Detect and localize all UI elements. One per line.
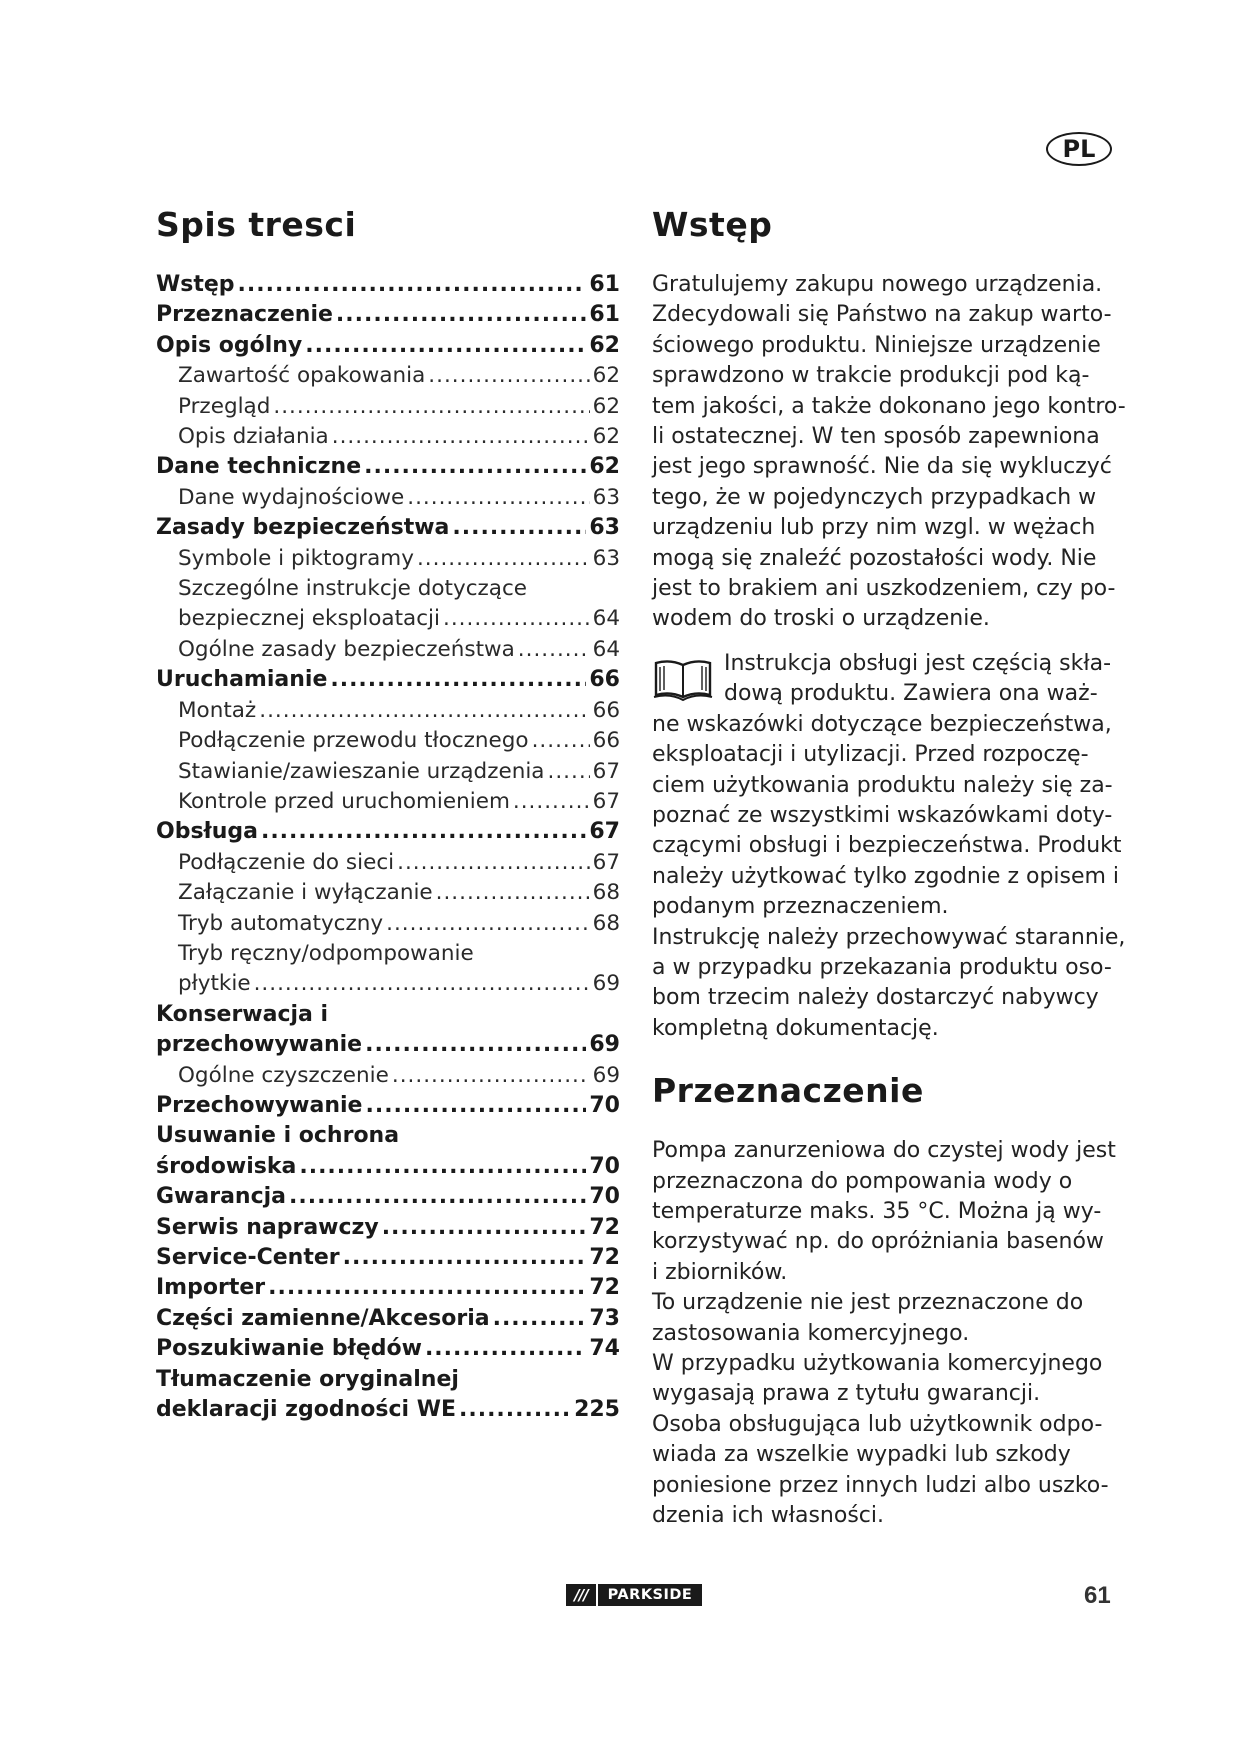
toc-entry-title: Opis ogólny <box>156 332 303 358</box>
toc-entry-page: 61 <box>589 272 620 297</box>
toc-entry-page: 68 <box>592 910 620 936</box>
toc-entry <box>156 635 620 665</box>
toc-entry-title: przechowywanie <box>156 1032 363 1058</box>
text-line: jest to brakiem ani uszkodzeniem, czy po- <box>652 576 1116 602</box>
text-line: bom trzecim należy dostarczyć nabywcy <box>652 985 1099 1011</box>
toc-entry-title: Przeznaczenie <box>156 302 333 328</box>
logo-brand: PARKSIDE <box>607 1587 693 1603</box>
toc-entry-page: 62 <box>589 454 620 480</box>
toc-entry-page: 72 <box>589 1214 620 1240</box>
toc-entry-continued: Konserwacja i <box>156 1001 329 1027</box>
toc-entry-page: 69 <box>589 1032 620 1058</box>
text-line: poniesione przez innych ludzi albo uszko- <box>652 1472 1109 1498</box>
toc-entry-page: 73 <box>589 1305 620 1331</box>
toc-dot-leader <box>254 969 590 999</box>
toc-entry-page: 62 <box>592 424 620 450</box>
toc-dot-leader <box>273 392 589 422</box>
toc-entry-title: Service-Center <box>156 1245 340 1270</box>
text-line: mogą się znaleźć pozostałości wody. Nie <box>652 545 1097 571</box>
toc-dot-leader <box>365 1091 586 1121</box>
text-line: Osoba obsługująca lub użytkownik odpo- <box>652 1411 1103 1437</box>
toc-dot-leader <box>428 361 589 391</box>
toc-entry-title: Ogólne zasady bezpieczeństwa <box>178 636 515 662</box>
logo-slashes: /// <box>566 1584 598 1606</box>
toc-entry <box>156 392 620 422</box>
text-line: Pompa zanurzeniowa do czystej wody jest <box>652 1138 1116 1164</box>
toc-entry-page: 70 <box>589 1153 620 1179</box>
toc-entry-title: deklaracji zgodności WE <box>156 1397 456 1423</box>
toc-entry <box>156 1395 620 1425</box>
toc-entry-page: 67 <box>592 788 620 814</box>
toc-dot-leader <box>392 1061 590 1091</box>
toc-entry <box>156 422 620 452</box>
table-of-contents <box>156 200 620 1425</box>
toc-entry-page: 62 <box>592 363 620 389</box>
toc-entry <box>156 696 620 726</box>
toc-entry-page: 63 <box>589 515 620 541</box>
toc-entry-page: 69 <box>592 1062 620 1088</box>
intro-paragraph <box>652 270 1126 635</box>
toc-dot-leader <box>452 513 586 543</box>
toc-entry-title: Przechowywanie <box>156 1092 363 1118</box>
page-number: 61 <box>1084 1582 1111 1609</box>
toc-entry <box>156 331 620 361</box>
toc-entry-page: 66 <box>589 667 620 693</box>
toc-entry <box>156 1273 620 1303</box>
text-line: kompletną dokumentację. <box>652 1015 939 1041</box>
text-line: wygasają prawa z tytułu gwarancji. <box>652 1381 1041 1407</box>
toc-dot-leader <box>336 300 586 330</box>
toc-entry-page: 67 <box>592 849 620 875</box>
text-line: poznać ze wszystkimi wskazówkami doty- <box>652 802 1113 828</box>
toc-entry-title: bezpiecznej eksploatacji <box>178 606 440 632</box>
purpose-heading: Przeznaczenie <box>652 1071 924 1111</box>
text-line: korzystywać np. do opróżniania basenów <box>652 1229 1104 1255</box>
toc-dot-leader <box>365 1030 586 1060</box>
text-line: sprawdzono w trakcie produkcji pod ką- <box>652 363 1090 389</box>
toc-entry <box>156 1152 620 1182</box>
toc-dot-leader <box>382 1213 587 1243</box>
parkside-logo <box>566 1584 702 1606</box>
toc-dot-leader <box>305 331 586 361</box>
toc-entry-page: 225 <box>574 1397 620 1423</box>
toc-entry <box>156 1091 620 1121</box>
toc-entry-title: Uruchamianie <box>156 667 328 693</box>
open-book-icon <box>652 655 714 703</box>
toc-entry-title: Podłączenie przewodu tłocznego <box>178 728 529 754</box>
purpose-paragraph <box>652 1136 1122 1531</box>
language-badge: PL <box>1046 132 1112 166</box>
text-line: ne wskazówki dotyczące bezpieczeństwa, <box>652 711 1112 737</box>
toc-entry-title: Wstęp <box>156 272 235 297</box>
text-line: dzenia ich własności. <box>652 1503 884 1529</box>
toc-entry <box>156 513 620 543</box>
toc-entry-page: 66 <box>592 697 620 723</box>
toc-entry <box>156 1304 620 1334</box>
toc-entry-continued: Tłumaczenie oryginalnej <box>156 1366 459 1392</box>
toc-entry-title: Poszukiwanie błędów <box>156 1336 422 1362</box>
toc-entry <box>156 1030 620 1060</box>
toc-dot-leader <box>268 1273 586 1303</box>
text-line: To urządzenie nie jest przeznaczone do <box>652 1290 1084 1316</box>
text-line: li ostatecznej. W ten sposób zapewniona <box>652 424 1100 450</box>
toc-entry-title: Obsługa <box>156 819 258 845</box>
toc-entry-title: Montaż <box>178 697 257 723</box>
toc-entry-title: Tryb automatyczny <box>178 910 384 936</box>
toc-entry-title: Serwis naprawczy <box>156 1214 379 1240</box>
toc-entry-continued: Usuwanie i ochrona <box>156 1123 400 1149</box>
toc-dot-leader <box>299 1152 586 1182</box>
toc-dot-leader <box>364 452 586 482</box>
toc-entry-title: Przegląd <box>178 393 271 419</box>
toc-entry-page: 62 <box>592 393 620 419</box>
text-line: i zbiorników. <box>652 1259 788 1285</box>
toc-entry-title: środowiska <box>156 1153 297 1179</box>
text-line: wodem do troski o urządzenie. <box>652 606 990 632</box>
toc-entry-page: 64 <box>592 636 620 662</box>
toc-entry <box>156 817 620 847</box>
toc-entry-page: 72 <box>589 1245 620 1270</box>
toc-entry <box>156 604 620 634</box>
text-line: eksploatacji i utylizacji. Przed rozpoczę- <box>652 742 1089 768</box>
toc-entry <box>156 848 620 878</box>
text-line: Instrukcję należy przechowywać starannie, <box>652 924 1126 950</box>
intro-heading: Wstęp <box>652 205 773 244</box>
toc-entry <box>156 270 620 300</box>
toc-entry <box>156 969 620 999</box>
toc-dot-leader <box>332 422 590 452</box>
toc-entry-title: Dane wydajnościowe <box>178 484 405 510</box>
toc-entry-title: Kontrole przed uruchomieniem <box>178 788 510 814</box>
toc-entry-page: 61 <box>589 302 620 328</box>
toc-entry <box>156 787 620 817</box>
toc-entry <box>156 1182 620 1212</box>
toc-dot-leader <box>397 848 590 878</box>
toc-dot-leader <box>436 878 590 908</box>
text-line: zastosowania komercyjnego. <box>652 1320 970 1346</box>
toc-dot-leader <box>532 726 590 756</box>
toc-entry-page: 66 <box>592 728 620 754</box>
toc-dot-leader <box>407 483 589 513</box>
text-line: Instrukcja obsługi jest częścią skła- <box>724 650 1112 676</box>
toc-entry <box>156 665 620 695</box>
manual-notice <box>652 649 1126 1044</box>
toc-dot-leader <box>238 270 587 300</box>
toc-dot-leader <box>417 544 590 574</box>
toc-entry-page: 64 <box>592 606 620 632</box>
text-line: W przypadku użytkowania komercyjnego <box>652 1351 1103 1376</box>
toc-entry-title: Symbole i piktogramy <box>178 545 414 571</box>
toc-dot-leader <box>261 817 586 847</box>
toc-entry-title: Gwarancja <box>156 1184 287 1210</box>
toc-entry-page: 67 <box>592 758 620 784</box>
toc-dot-leader <box>493 1304 587 1334</box>
toc-list <box>156 270 620 1425</box>
toc-dot-leader <box>443 604 590 634</box>
toc-dot-leader <box>513 787 590 817</box>
toc-entry-title: Załączanie i wyłączanie <box>178 880 433 906</box>
toc-dot-leader <box>459 1395 571 1425</box>
toc-dot-leader <box>330 665 586 695</box>
toc-title: Spis tresci <box>156 205 357 244</box>
toc-entry-title: Importer <box>156 1275 266 1301</box>
toc-entry-page: 74 <box>589 1336 620 1362</box>
toc-dot-leader <box>386 909 590 939</box>
toc-entry <box>156 726 620 756</box>
toc-entry-page: 72 <box>589 1275 620 1301</box>
text-line: tem jakości, a także dokonano jego kontro- <box>652 393 1126 419</box>
toc-entry-page: 70 <box>589 1184 620 1210</box>
text-line: jest jego sprawność. Nie da się wykluczyć <box>652 454 1112 480</box>
text-line: Zdecydowali się Państwo na zakup warto- <box>652 302 1112 328</box>
text-line: a w przypadku przekazania produktu oso- <box>652 954 1112 980</box>
toc-dot-leader <box>548 757 590 787</box>
toc-entry-page: 69 <box>592 971 620 997</box>
toc-entry-title: Opis działania <box>178 424 329 450</box>
toc-entry-title: płytkie <box>178 971 251 997</box>
toc-entry <box>156 544 620 574</box>
toc-entry-title: Dane techniczne <box>156 454 362 480</box>
toc-entry <box>156 452 620 482</box>
content-column <box>652 200 1126 1531</box>
toc-entry <box>156 878 620 908</box>
toc-entry-title: Zawartość opakowania <box>178 363 426 389</box>
toc-entry-page: 67 <box>589 819 620 845</box>
toc-entry <box>156 483 620 513</box>
text-line: Gratulujemy zakupu nowego urządzenia. <box>652 272 1103 297</box>
toc-entry <box>156 1213 620 1243</box>
toc-entry <box>156 300 620 330</box>
toc-entry-page: 62 <box>589 332 620 358</box>
text-line: przeznaczona do pompowania wody o <box>652 1168 1073 1194</box>
toc-entry <box>156 1243 620 1273</box>
text-line: dową produktu. Zawiera ona waż- <box>724 681 1098 707</box>
toc-entry-page: 63 <box>592 545 620 571</box>
toc-entry-page: 63 <box>592 484 620 510</box>
text-line: należy użytkować tylko zgodnie z opisem i <box>652 863 1120 889</box>
text-line: urządzeniu lub przy nim wzgl. w wężach <box>652 515 1096 541</box>
text-line: tego, że w pojedynczych przypadkach w <box>652 484 1097 510</box>
toc-entry-title: Stawianie/zawieszanie urządzenia <box>178 758 545 784</box>
text-line: wiada za wszelkie wypadki lub szkody <box>652 1442 1071 1468</box>
toc-dot-leader <box>343 1243 587 1273</box>
toc-entry-continued: Tryb ręczny/odpompowanie <box>178 940 474 966</box>
toc-entry <box>156 909 620 939</box>
toc-entry-title: Podłączenie do sieci <box>178 849 395 875</box>
toc-entry <box>156 1334 620 1364</box>
toc-entry-page: 70 <box>589 1092 620 1118</box>
text-line: temperaturze maks. 35 °C. Można ją wy- <box>652 1198 1102 1224</box>
toc-dot-leader <box>289 1182 586 1212</box>
toc-entry-page: 68 <box>592 880 620 906</box>
text-line: ciem użytkowania produktu należy się za- <box>652 772 1113 798</box>
text-line: podanym przeznaczeniem. <box>652 894 949 920</box>
toc-entry-continued: Szczególne instrukcje dotyczące <box>178 576 528 602</box>
text-line: ściowego produktu. Niniejsze urządzenie <box>652 332 1101 358</box>
toc-entry-title: Ogólne czyszczenie <box>178 1062 389 1088</box>
toc-entry <box>156 1061 620 1091</box>
toc-entry-title: Zasady bezpieczeństwa <box>156 515 450 541</box>
toc-dot-leader <box>259 696 589 726</box>
toc-dot-leader <box>518 635 590 665</box>
toc-entry <box>156 757 620 787</box>
toc-entry <box>156 361 620 391</box>
text-line: czącymi obsługi i bezpieczeństwa. Produkt <box>652 833 1122 859</box>
toc-dot-leader <box>425 1334 586 1364</box>
toc-entry-title: Części zamienne/Akcesoria <box>156 1305 490 1331</box>
